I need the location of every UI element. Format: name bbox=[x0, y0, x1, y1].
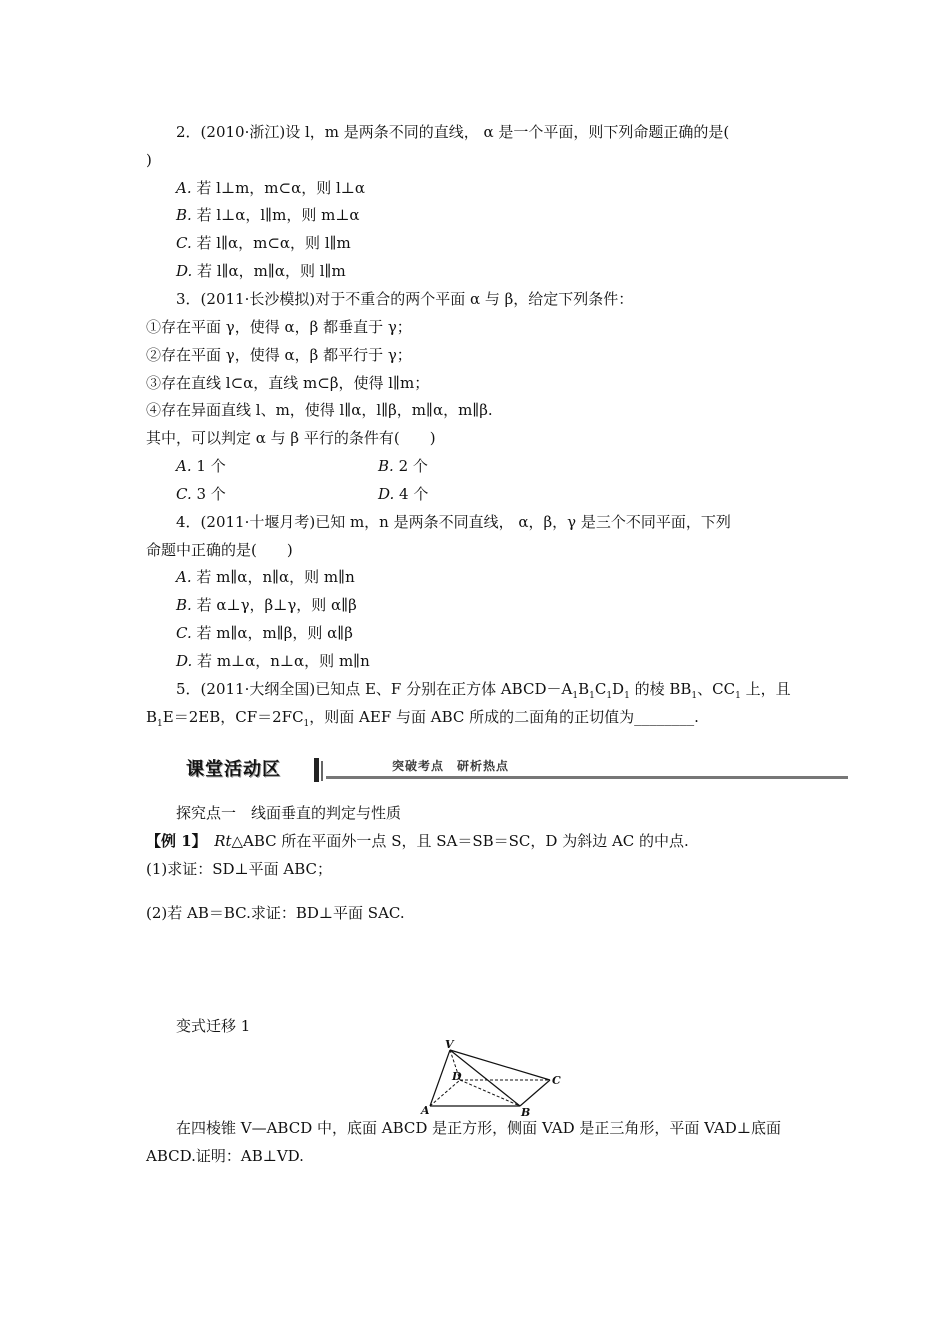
banner-bar bbox=[314, 758, 319, 782]
edge-vc bbox=[450, 1050, 550, 1080]
section-heading: 探究点一 线面垂直的判定与性质 bbox=[176, 804, 402, 822]
banner-bar-thin bbox=[321, 761, 323, 781]
variant-text-line2: ABCD.证明：AB⊥VD. bbox=[146, 1147, 304, 1165]
banner-subtitle: 突破考点 研析热点 bbox=[392, 759, 510, 773]
banner-title: 课堂活动区 bbox=[186, 759, 281, 780]
example-label: 【例 1】 bbox=[146, 832, 200, 850]
q4-stem-line1: 4．(2011·十堰月考)已知 m，n 是两条不同直线， α，β，γ 是三个不同平面，下列 bbox=[176, 513, 731, 531]
section-banner bbox=[180, 755, 848, 785]
example-1: 【例 1】 Rt△ABC 所在平面外一点 S，且 SA＝SB＝SC，D 为斜边 AC 的中点. bbox=[146, 832, 689, 850]
label-b: B bbox=[521, 1106, 531, 1118]
q2-option-a: A. 若 l⊥m，m⊂α，则 l⊥α bbox=[176, 179, 366, 197]
q3-condition-4: ④存在异面直线 l、m，使得 l∥α，l∥β，m∥α，m∥β. bbox=[146, 401, 493, 419]
q4-option-b: B. 若 α⊥γ，β⊥γ，则 α∥β bbox=[176, 596, 357, 614]
example-part-1: (1)求证：SD⊥平面 ABC； bbox=[146, 860, 333, 878]
q3-question: 其中，可以判定 α 与 β 平行的条件有( ) bbox=[146, 429, 436, 447]
q5-line2: $B_1E=2EB$，$CF=2FC_1$，则面 AEF 与面 ABC 所成的二面角的正切值为________. bbox=[146, 708, 699, 729]
q3-condition-3: ③存在直线 l⊂α，直线 m⊂β，使得 l∥m； bbox=[146, 374, 430, 392]
q2-stem-line2: ) bbox=[146, 151, 152, 169]
banner-rule bbox=[326, 776, 848, 779]
pyramid-diagram bbox=[420, 1038, 570, 1118]
q2-option-b: B. 若 l⊥α，l∥m，则 m⊥α bbox=[176, 206, 360, 224]
q4-option-c: C. 若 m∥α，m∥β，则 α∥β bbox=[176, 624, 353, 642]
q4-option-d: D. 若 m⊥α，n⊥α，则 m∥n bbox=[176, 652, 370, 670]
q2-stem-line1: 2．(2010·浙江)设 l，m 是两条不同的直线， α 是一个平面，则下列命题正确的是( bbox=[176, 123, 730, 141]
q3-stem: 3．(2011·长沙模拟)对于不重合的两个平面 α 与 β，给定下列条件： bbox=[176, 290, 634, 308]
example-part-2: (2)若 AB＝BC.求证：BD⊥平面 SAC. bbox=[146, 904, 405, 922]
q3-condition-2: ②存在平面 γ，使得 α，β 都平行于 γ； bbox=[146, 346, 412, 364]
q4-stem-line2: 命题中正确的是( ) bbox=[146, 541, 293, 559]
q5-line1: 5．(2011·大纲全国)已知点 E、F 分别在正方体 $ABCD-A_1B_1C_1D_1$ 的棱 $BB_1$、$CC_1$ 上，且 bbox=[176, 680, 791, 701]
q3-condition-1: ①存在平面 γ，使得 α，β 都垂直于 γ； bbox=[146, 318, 412, 336]
q2-option-d: D. 若 l∥α，m∥α，则 l∥m bbox=[176, 262, 346, 280]
q2-option-c: C. 若 l∥α，m⊂α，则 l∥m bbox=[176, 234, 351, 252]
variant-heading: 变式迁移 1 bbox=[176, 1017, 251, 1035]
q3-option-b: B. 2 个 bbox=[378, 457, 428, 475]
label-c: C bbox=[552, 1074, 561, 1087]
edge-bc bbox=[520, 1080, 550, 1106]
pyramid-figure bbox=[420, 1038, 570, 1118]
variant-text-line1: 在四棱锥 V—ABCD 中，底面 ABCD 是正方形，侧面 VAD 是正三角形，平面 VAD⊥底面 bbox=[176, 1119, 781, 1137]
q3-option-c: C. 3 个 bbox=[176, 485, 226, 503]
edge-db bbox=[460, 1080, 520, 1106]
label-a: A bbox=[421, 1104, 430, 1117]
q3-option-a: A. 1 个 bbox=[176, 457, 226, 475]
edge-va bbox=[430, 1050, 450, 1106]
q3-option-d: D. 4 个 bbox=[378, 485, 429, 503]
label-d: D bbox=[452, 1070, 462, 1083]
q4-option-a: A. 若 m∥α，n∥α，则 m∥n bbox=[176, 568, 355, 586]
label-v: V bbox=[445, 1038, 454, 1051]
